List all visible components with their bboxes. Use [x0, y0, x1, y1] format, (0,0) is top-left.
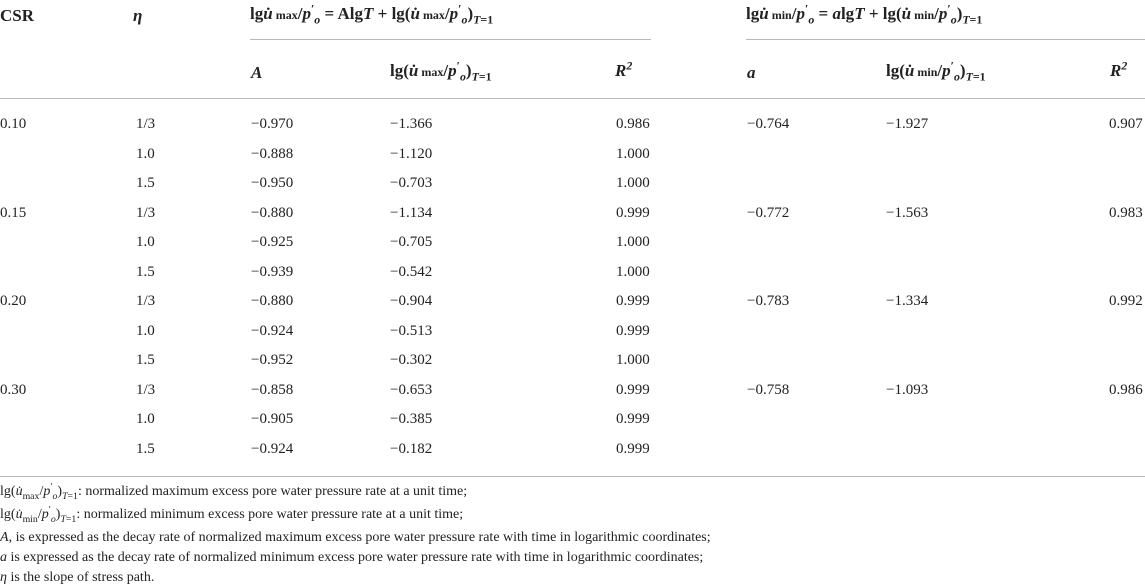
cell-eta: 1/3	[136, 205, 156, 221]
cell-A: −0.939	[251, 264, 294, 280]
cell-r2-max: 0.999	[616, 293, 650, 309]
cell-A: −0.970	[251, 116, 294, 132]
col-header-csr: CSR	[0, 6, 35, 25]
table-bottom-rule	[0, 476, 1145, 477]
group-header-max-formula: lgu̇ $\max/p'_o = AlgT$ + lg(u̇ $\max/p'_o)_{T=1}$	[250, 1, 494, 27]
cell-eta: 1.5	[136, 175, 155, 191]
cell-max-intercept: −0.302	[390, 352, 433, 368]
cell-eta: 1/3	[136, 116, 156, 132]
cell-r2-max: 1.000	[616, 146, 650, 162]
cell-A: −0.858	[251, 382, 294, 398]
cell-csr: 0.30	[0, 382, 27, 398]
cell-r2-max: 1.000	[616, 352, 650, 368]
cell-min-intercept: −1.334	[886, 293, 929, 309]
col-header-a: a	[747, 63, 756, 82]
cell-csr: 0.15	[0, 205, 27, 221]
cell-csr: 0.10	[0, 116, 27, 132]
footnote-1: $\lg(u̇_{max}/p'_o)_{T=1}$: normalized maximum excess pore water pressure rate at a unit time;	[0, 481, 468, 502]
col-header-A: A	[251, 63, 263, 82]
cell-max-intercept: −0.385	[390, 411, 433, 427]
cell-eta: 1/3	[136, 293, 156, 309]
cell-a: −0.783	[747, 293, 790, 309]
cell-max-intercept: −1.120	[390, 146, 433, 162]
cell-A: −0.888	[251, 146, 294, 162]
cell-min-intercept: −1.563	[886, 205, 929, 221]
cell-eta: 1.0	[136, 411, 155, 427]
cell-max-intercept: −0.705	[390, 234, 433, 250]
cell-max-intercept: −1.366	[390, 116, 433, 132]
cell-max-intercept: −0.653	[390, 382, 433, 398]
cell-A: −0.880	[251, 293, 294, 309]
cell-r2-max: 0.999	[616, 382, 650, 398]
col-header-max-intercept: lg(u̇ $\max/p'_o)_{T=1}$	[390, 58, 492, 84]
cell-r2-min: 0.986	[1109, 382, 1143, 398]
cell-A: −0.924	[251, 441, 294, 457]
cell-eta: 1.5	[136, 264, 155, 280]
cell-r2-min: 0.907	[1109, 116, 1143, 132]
cell-r2-max: 0.999	[616, 205, 650, 221]
cell-r2-max: 0.986	[616, 116, 650, 132]
cell-eta: 1.5	[136, 352, 155, 368]
group-header-min-formula: lgu̇ $\min/p'_o = algT$ + lg(u̇ $\min/p'_o)_{T=1}$	[746, 1, 983, 27]
cell-A: −0.924	[251, 323, 294, 339]
cell-A: −0.925	[251, 234, 294, 250]
header-bottom-rule	[0, 98, 1145, 99]
cell-max-intercept: −0.542	[390, 264, 433, 280]
footnote-3: A, is expressed as the decay rate of normalized maximum excess pore water pressure rate with time in logarithmic coordinates;	[0, 530, 711, 545]
cell-a: −0.764	[747, 116, 790, 132]
footnote-5: η is the slope of stress path.	[0, 570, 155, 585]
cell-min-intercept: −1.093	[886, 382, 929, 398]
cell-max-intercept: −0.703	[390, 175, 433, 191]
cell-r2-max: 0.999	[616, 411, 650, 427]
cell-r2-max: 0.999	[616, 323, 650, 339]
cell-min-intercept: −1.927	[886, 116, 929, 132]
cell-r2-max: 1.000	[616, 234, 650, 250]
col-header-r2-max: $R^2$	[615, 58, 633, 80]
cell-max-intercept: −0.904	[390, 293, 433, 309]
cell-max-intercept: −0.513	[390, 323, 433, 339]
cell-A: −0.905	[251, 411, 294, 427]
cell-r2-max: 1.000	[616, 175, 650, 191]
cell-r2-min: 0.983	[1109, 205, 1143, 221]
cell-eta: 1.0	[136, 323, 155, 339]
cell-A: −0.952	[251, 352, 294, 368]
group-min-underline	[746, 39, 1145, 40]
cell-max-intercept: −1.134	[390, 205, 433, 221]
col-header-min-intercept: lg(u̇ $\min/p'_o)_{T=1}$	[886, 58, 986, 84]
cell-max-intercept: −0.182	[390, 441, 433, 457]
footnote-4: a is expressed as the decay rate of normalized minimum excess pore water pressure rate with time in logarithmic coordinates;	[0, 550, 704, 565]
cell-A: −0.950	[251, 175, 294, 191]
cell-r2-min: 0.992	[1109, 293, 1143, 309]
cell-a: −0.772	[747, 205, 790, 221]
cell-eta: 1/3	[136, 382, 156, 398]
col-header-r2-min: $R^2$	[1110, 58, 1128, 80]
col-header-eta: η	[133, 6, 143, 25]
cell-r2-max: 1.000	[616, 264, 650, 280]
cell-eta: 1.0	[136, 146, 155, 162]
cell-csr: 0.20	[0, 293, 27, 309]
group-max-underline	[250, 39, 651, 40]
footnote-2: $\lg(u̇_{min}/p'_o)_{T=1}$: normalized minimum excess pore water pressure rate at a unit time;	[0, 504, 464, 525]
cell-r2-max: 0.999	[616, 441, 650, 457]
cell-A: −0.880	[251, 205, 294, 221]
cell-eta: 1.5	[136, 441, 155, 457]
cell-eta: 1.0	[136, 234, 155, 250]
cell-a: −0.758	[747, 382, 790, 398]
